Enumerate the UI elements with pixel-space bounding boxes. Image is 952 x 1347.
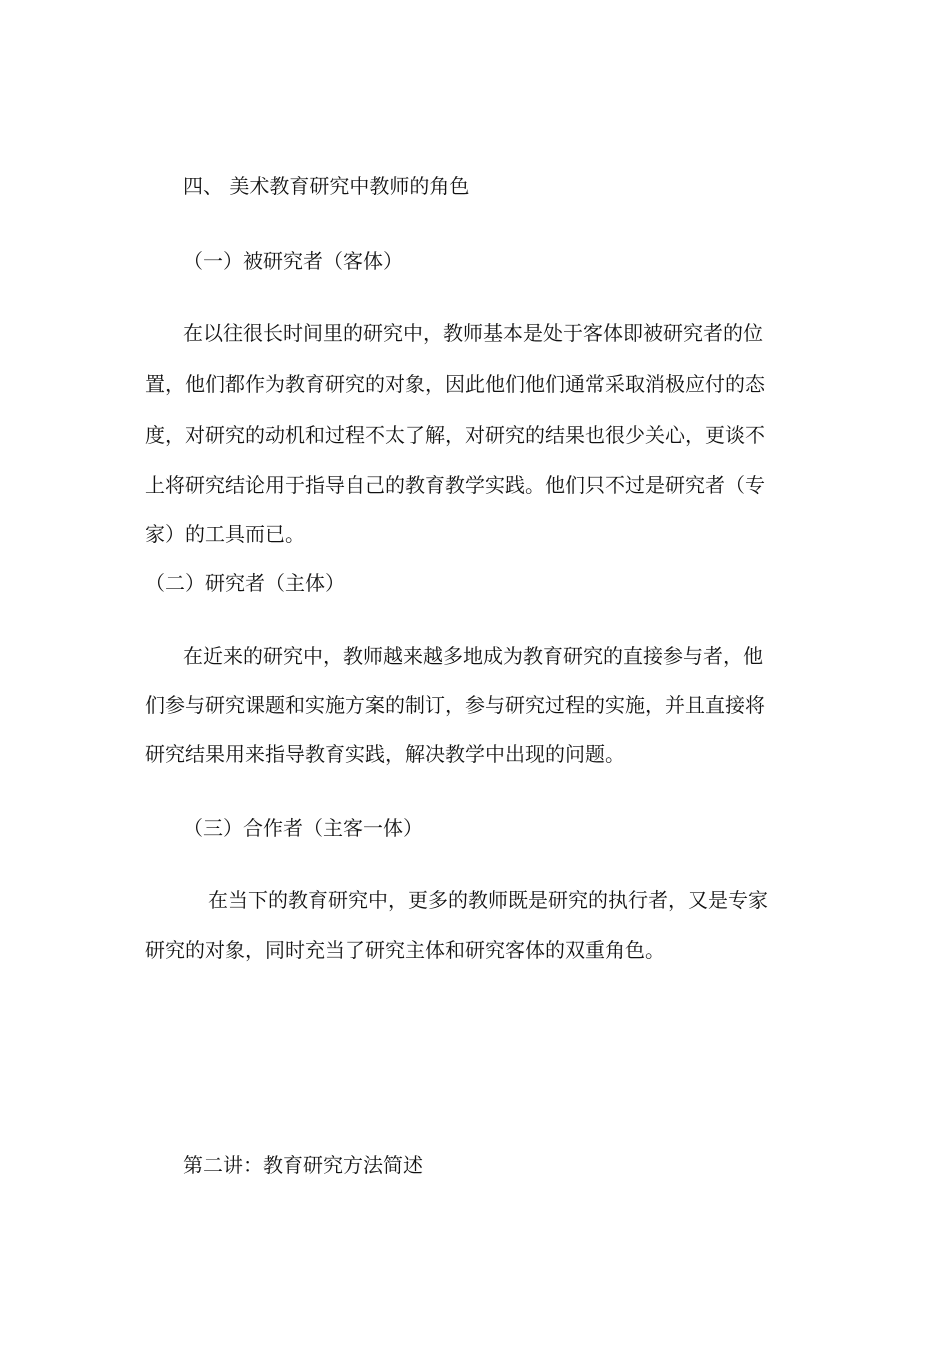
paragraph-line: 研究结果用来指导教育实践，解决教学中出现的问题。 (145, 742, 625, 766)
subheading-role-1: （一）被研究者（客体） (183, 249, 403, 273)
paragraph-line: 在以往很长时间里的研究中，教师基本是处于客体即被研究者的位 (183, 321, 763, 345)
paragraph-line: 度，对研究的动机和过程不太了解，对研究的结果也很少关心，更谈不 (145, 423, 765, 447)
paragraph-line: 置，他们都作为教育研究的对象，因此他们他们通常采取消极应付的态 (145, 372, 765, 396)
paragraph-line: 在近来的研究中，教师越来越多地成为教育研究的直接参与者，他 (183, 644, 763, 668)
paragraph-line: 们参与研究课题和实施方案的制订，参与研究过程的实施，并且直接将 (145, 693, 765, 717)
paragraph-line: 家）的工具而已。 (145, 522, 305, 546)
subheading-role-3: （三）合作者（主客一体） (183, 816, 423, 840)
paragraph-line: 在当下的教育研究中，更多的教师既是研究的执行者，又是专家 (208, 888, 768, 912)
subheading-role-2: （二）研究者（主体） (145, 571, 345, 595)
paragraph-line: 研究的对象，同时充当了研究主体和研究客体的双重角色。 (145, 938, 665, 962)
section-heading: 四、 美术教育研究中教师的角色 (183, 174, 470, 198)
paragraph-line: 上将研究结论用于指导自己的教育教学实践。他们只不过是研究者（专 (145, 473, 765, 497)
lecture-heading: 第二讲：教育研究方法简述 (183, 1153, 423, 1177)
